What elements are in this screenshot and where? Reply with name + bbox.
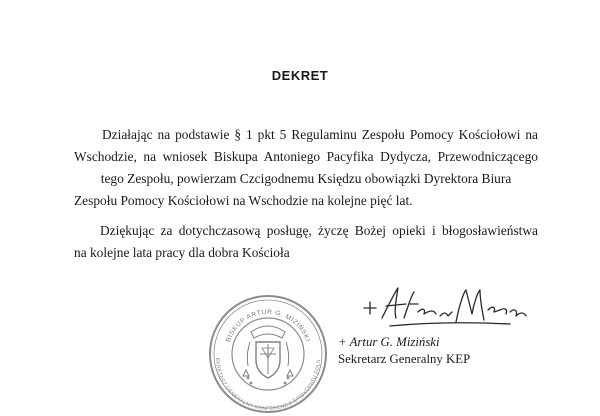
signer-block (338, 334, 470, 368)
handwritten-signature-icon (360, 282, 530, 334)
paragraph-line: Działając na podstawie § 1 pkt 5 Regulaminu Zespołu Pomocy Kościołowi na (102, 127, 538, 142)
paragraph-thanks (74, 220, 538, 264)
svg-text:BISKUP ARTUR G. MIZIŃSKI: BISKUP ARTUR G. MIZIŃSKI (224, 308, 312, 344)
paragraph-line: na kolejne lata pracy dla dobra Kościoła (74, 245, 290, 260)
document-title: DEKRET (271, 68, 329, 83)
paragraph-line: tego Zespołu, powierzam Czcigodnemu Księdzu obowiązki Dyrektora Biura (100, 171, 512, 186)
paragraph-line: Dziękując za dotychczasową posługę, życzę Bożej opieki i błogosławieństwa (100, 223, 538, 238)
signer-name: + Artur G. Miziński (338, 335, 440, 349)
svg-text:SEKRETARZ GENERALNY KONFERENCJ: EKRETARZ GENERALNY KONFERENCJI EPISKOPATU POLS (213, 357, 323, 413)
paragraph-line: Zespołu Pomocy Kościołowi na Wschodzie na kolejne pięć lat. (74, 193, 413, 208)
paragraph-line: Wschodzie, na wniosek Biskupa Antoniego Pacyfika Dydycza, Przewodniczącego (74, 149, 538, 164)
signer-position: Sekretarz Generalny KEP (338, 352, 471, 366)
episcopal-seal-icon (206, 292, 330, 416)
paragraph-appointment (74, 124, 538, 212)
